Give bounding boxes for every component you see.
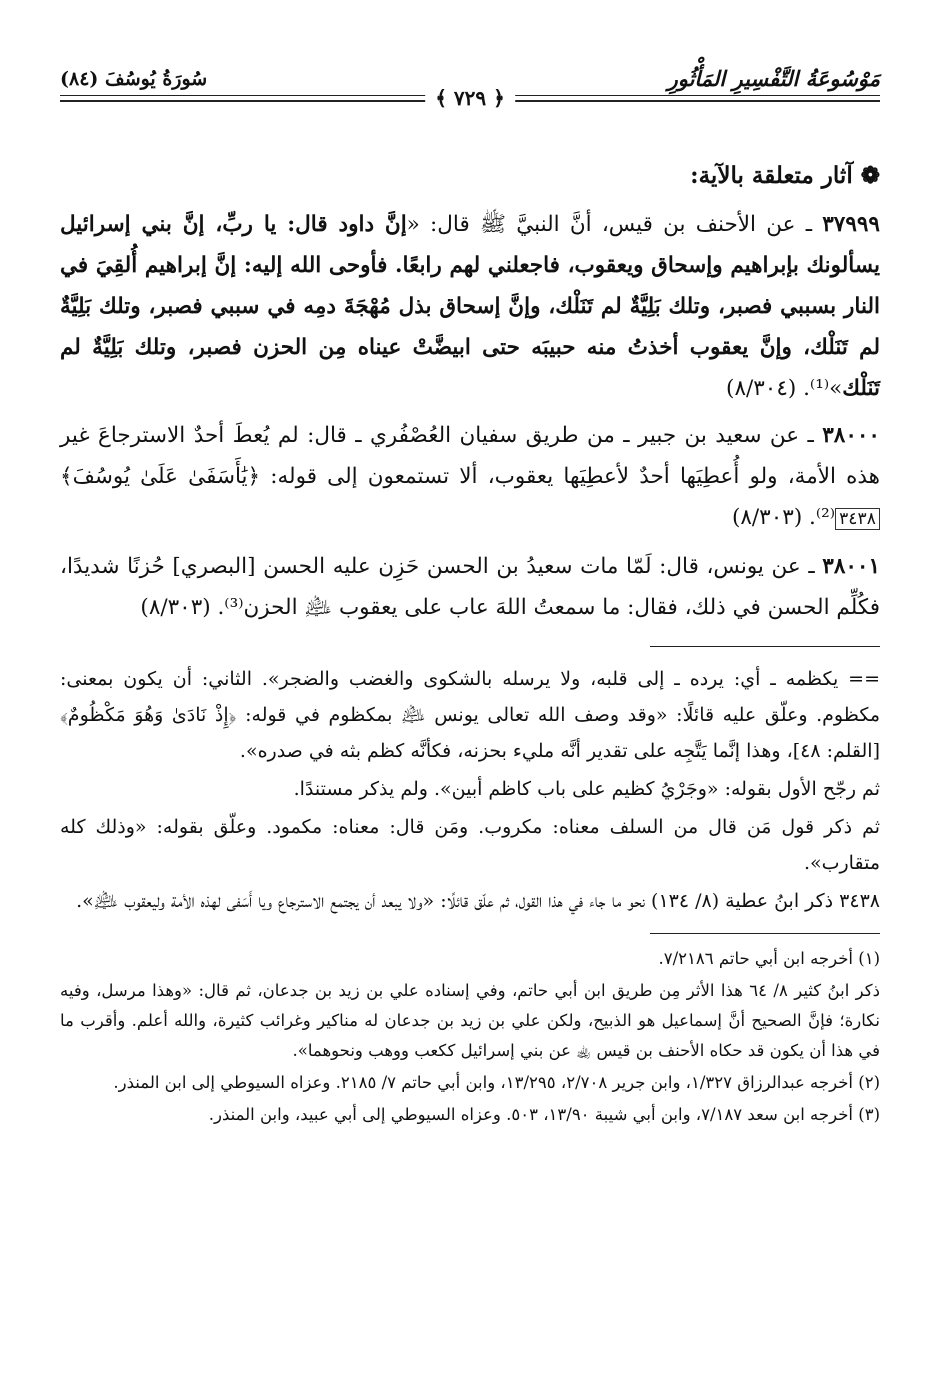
entry-closing: ⁽³⁾. (٨/٣٠٣): [140, 595, 244, 620]
entry-number: ٣٧٩٩٩: [822, 212, 880, 237]
flower-ornament-icon: ❁: [860, 162, 880, 189]
entry-number: ٣٨٠٠٠: [822, 423, 880, 448]
entry-38001: [60, 546, 880, 628]
page-number: ﴿ ٧٢٩ ﴾: [425, 86, 515, 110]
footnotes-separator: [650, 933, 880, 934]
entry-intro: ـ عن الأحنف بن قيس، أنَّ النبيَّ ﷺ قال: «: [406, 212, 812, 237]
note-paragraph: ثم رجّح الأول بقوله: «وجَرْيُ كظيم على باب كاظم أبين». ولم يذكر مستندًا.: [293, 778, 880, 800]
footnotes: [60, 944, 880, 1130]
surah-label: سُورَةُ يُوسُفَ (٨٤): [60, 68, 208, 90]
entry-number: ٣٨٠٠١: [822, 554, 881, 579]
page: [60, 62, 880, 1132]
notes-separator: [650, 646, 880, 647]
section-title: [60, 156, 880, 196]
note-ref-badge: ٣٤٣٨: [835, 508, 880, 530]
footnote: (٣) أخرجه ابن سعد ٧/١٨٧، وابن أبي شيبة ١٣/٩٠، ٥٠٣. وعزاه السيوطي إلى أبي عبيد، وابن المنذر.: [208, 1105, 880, 1124]
footnote: ذكر ابنُ كثير ٨/ ٦٤ هذا الأثر مِن طريق ابن أبي حاتم، وفي إسناده علي بن زيد بن جدعان، ثم قال: «وهذا مرسل، وفيه نكارة؛ فإنَّ الصحيح أنَّ إسماعيل هو الذبيح، ولكن علي بن زيد بن جدعان له مناكير وغرائب كثيرة، والله أعلم. وأقرب ما في هذا أن يكون قد حكاه الأحنف بن قيس ﵀ عن بني إسرائيل ككعب ووهب ونحوهما».: [60, 981, 880, 1060]
section-title-text: آثار متعلقة بالآية:: [690, 162, 853, 189]
note-paragraph: ثم ذكر قول مَن قال من السلف معناه: مكروب. ومَن قال: معناه: مكمود. وعلّق بقوله: «وذلك كله متقارب».: [60, 816, 880, 874]
page-header: [60, 62, 880, 110]
book-title: مَوْسُوعَةُ التَّفْسِيرِ المَأْثُورِ: [667, 66, 880, 91]
entry-quote: إنَّ داود قال: يا ربِّ، إنَّ بني إسرائيل يسألونك بإبراهيم وإسحاق ويعقوب، فاجعلني لهم رابعًا. فأوحى الله إليه: إنَّ إبراهيم أُلقِيَ في النار بسببي فصبر، وتلك بَلِيَّةٌ لم تَنَلْك، وإنَّ إسحاق بذل مُهْجَةَ دمِه في سببي فصبر، وتلك بَلِيَّةٌ لم تَنَلْك، وإنَّ يعقوب أخذتُ منه حبيبَه حتى ابيضَّتْ عيناه مِن الحزن فصبر، وتلك بَلِيَّةٌ لم تَنَلْك: [60, 212, 880, 401]
entry-closing: ⁽²⁾. (٨/٣٠٣): [731, 505, 836, 530]
note-paragraph: == يكظمه ـ أي: يرده ـ إلى قلبه، ولا يرسله بالشكوى والغضب والضجر». الثاني: أن يكون بمعنى: مكظوم. وعلّق عليه قائلًا: «وقد وصف الله تعالى يونس ﵇ بمكظوم في قوله: ﴿إِذْ نَادَىٰ وَهُوَ مَكْظُومٌ﴾ [القلم: ٤٨]، وهذا إنَّما يَتَّجِه على تقدير أنَّه مليء بحزنه، فكأنَّه كظم بثه في صدره».: [60, 668, 880, 762]
note-paragraph: ٣٤٣٨ ذكر ابنُ عطية (٨/ ١٣٤) نحو ما جاء في هذا القول، ثم علّق قائلًا: «ولا يبعد أن يجتمع الاسترجاع ويا أَسَفى لهذه الأمة وليعقوب ﵇».: [76, 890, 880, 912]
commentary-notes: [60, 661, 880, 919]
footnote: (٢) أخرجه عبدالرزاق ١/٣٢٧، وابن جرير ٢/٧٠٨، ١٣/٢٩٥، وابن أبي حاتم ٧/ ٢١٨٥. وعزاه السيوطي إلى ابن المنذر.: [113, 1073, 880, 1092]
entry-37999: [60, 204, 880, 409]
main-text: [60, 156, 880, 1130]
footnote: (١) أخرجه ابن أبي حاتم ٧/٢١٨٦.: [658, 949, 880, 968]
entry-closing: »⁽¹⁾. (٨/٣٠٤): [726, 376, 843, 401]
entry-intro: ـ عن يونس، قال: لَمّا مات سعيدُ بن الحسن حَزِن عليه الحسن [البصري] حُزنًا شديدًا، فكُلِّم الحسن في ذلك، فقال: ما سمعتُ اللهَ عاب على يعقوب ﵇ الحزن: [60, 554, 880, 620]
entry-intro: ـ عن سعيد بن جبير ـ من طريق سفيان العُصْفُري ـ قال: لم يُعطَ أحدٌ الاسترجاعَ غير هذه الأمة، ولو أُعطِيَها أحدٌ لأعطِيَها يعقوب، ألا تستمعون إلى قوله: ﴿يَٰأَسَفَىٰ عَلَىٰ يُوسُفَ﴾: [60, 423, 880, 489]
entry-38000: [60, 415, 880, 540]
